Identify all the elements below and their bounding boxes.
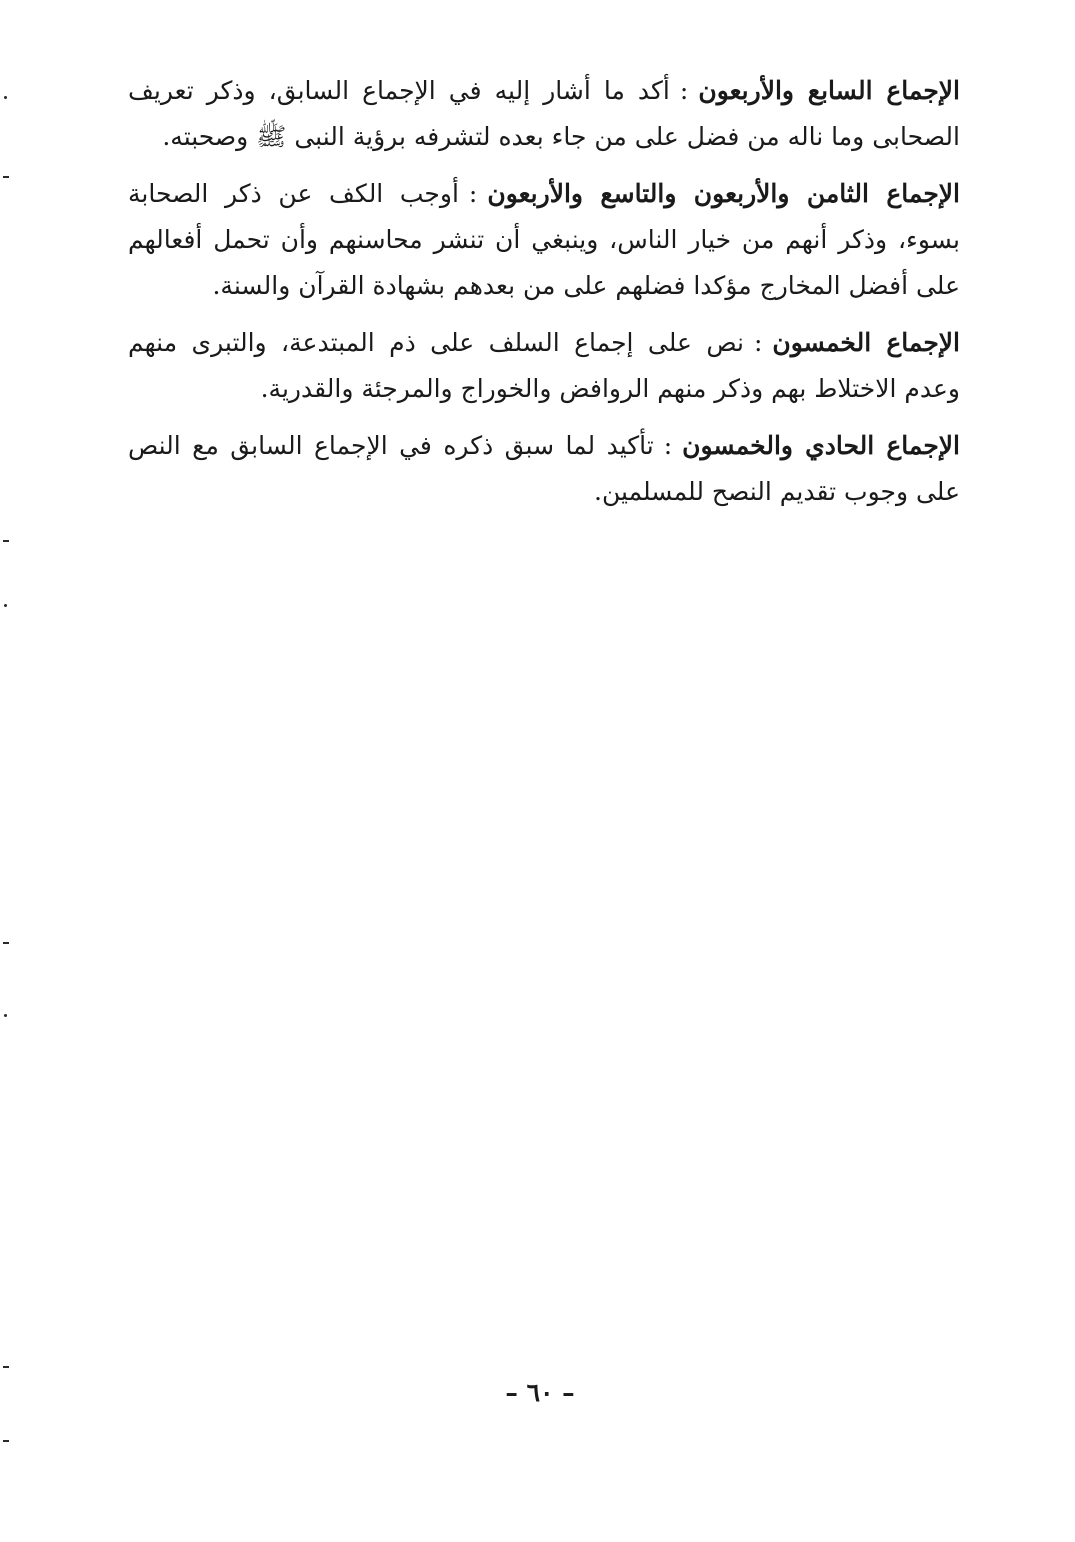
scan-edge-mark <box>4 604 7 607</box>
scan-edge-mark <box>3 540 9 542</box>
paragraph-heading: الإجماع السابع والأربعون <box>698 76 960 105</box>
paragraph-text: نص على إجماع السلف على ذم المبتدعة، والتبرى منهم وعدم الاختلاط بهم وذكر منهم الروافض والخوراج والمرجئة والقدرية. <box>128 328 960 403</box>
scan-edge-mark <box>3 942 9 944</box>
page-number: – ٦٠ – <box>505 1378 575 1407</box>
paragraph-ijma-50 <box>128 320 960 412</box>
paragraph-ijma-51 <box>128 423 960 515</box>
paragraph-heading: الإجماع الثامن والأربعون والتاسع والأربعون <box>487 179 960 208</box>
scan-edge-mark <box>3 1440 9 1442</box>
paragraph-text: أكد ما أشار إليه في الإجماع السابق، وذكر تعريف الصحابى وما ناله من فضل على من جاء بعده لتشرفه برؤية النبى ﷺ وصحبته. <box>128 76 960 151</box>
separator-colon: : <box>663 431 673 460</box>
paragraph-text: تأكيد لما سبق ذكره في الإجماع السابق مع النص على وجوب تقديم النصح للمسلمين. <box>128 431 960 506</box>
paragraph-heading: الإجماع الخمسون <box>772 328 960 357</box>
separator-colon: : <box>468 179 478 208</box>
paragraph-heading: الإجماع الحادي والخمسون <box>682 431 961 460</box>
page-body <box>128 68 960 526</box>
scan-edge-mark <box>3 176 9 178</box>
scan-edge-mark <box>4 1014 7 1017</box>
paragraph-ijma-48-49 <box>128 171 960 309</box>
scan-edge-mark <box>4 96 7 99</box>
paragraph-ijma-47 <box>128 68 960 160</box>
paragraph-text: أوجب الكف عن ذكر الصحابة بسوء، وذكر أنهم من خيار الناس، وينبغي أن تنشر محاسنهم وأن تحمل أفعالهم على أفضل المخارج مؤكدا فضلهم على من بعدهم بشهادة القرآن والسنة. <box>128 179 960 300</box>
scan-edge-mark <box>3 1366 9 1368</box>
separator-colon: : <box>679 76 689 105</box>
separator-colon: : <box>753 328 763 357</box>
